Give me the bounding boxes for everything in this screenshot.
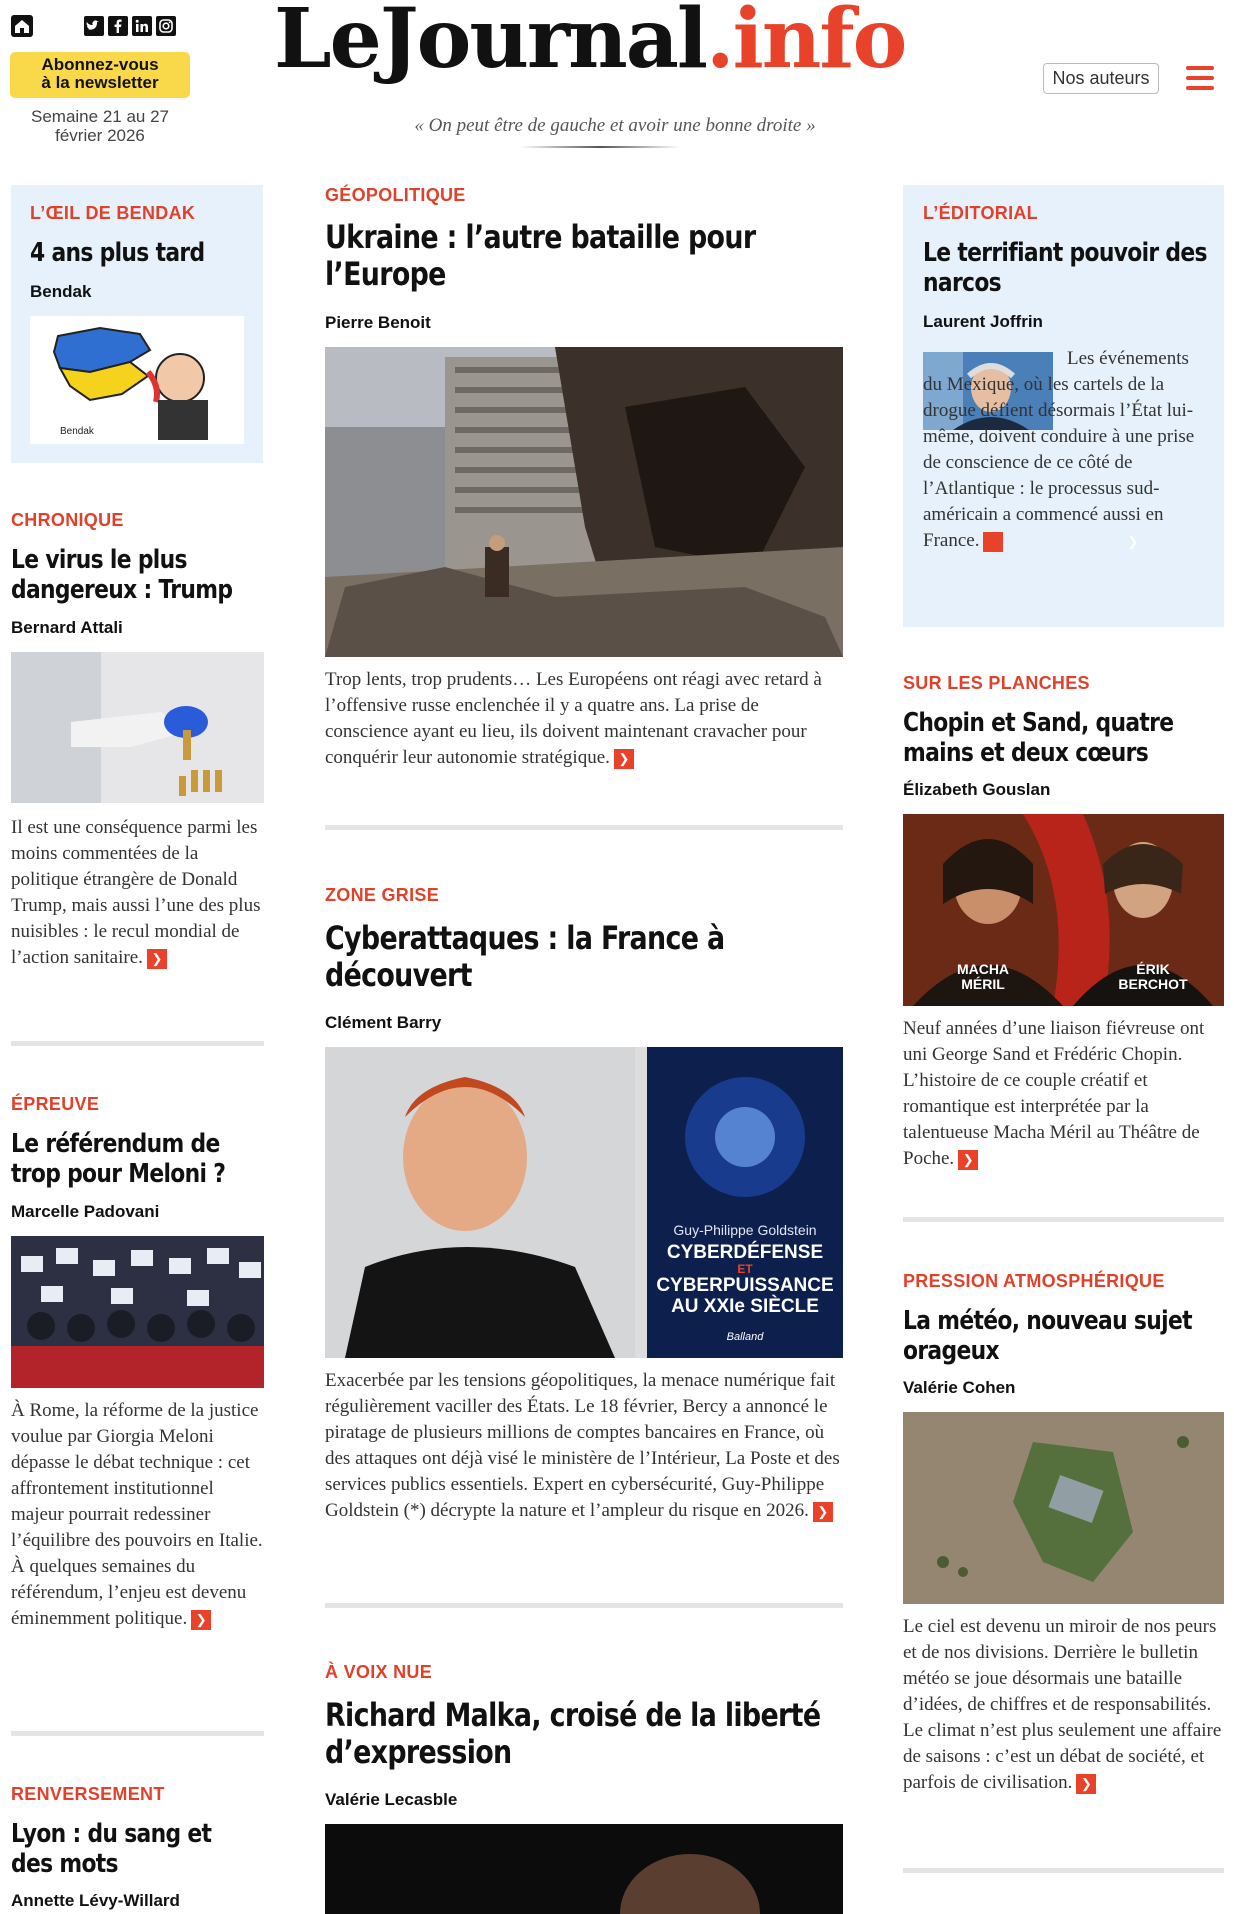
article-title[interactable]: Ukraine : l’autre bataille pour l’Europe [325,218,756,293]
svg-text:Bendak: Bendak [60,426,94,437]
book-title-4: AU XXIe SIÈCLE [671,1296,819,1317]
article-title[interactable]: Le virus le plus dangereux : Trump [11,545,233,605]
rubric-label[interactable]: À VOIX NUE [325,1662,433,1682]
rubric-label[interactable]: RENVERSEMENT [11,1784,165,1804]
poster-right-line1: ÉRIK [1136,961,1170,977]
article-image[interactable] [325,347,843,657]
arrow-right-icon[interactable]: ❯ [813,1502,833,1522]
rubric-label[interactable]: L’ÉDITORIAL [923,203,1038,223]
arrow-right-icon[interactable]: ❯ [147,949,167,969]
article-title[interactable]: Richard Malka, croisé de la liberté d’expression [325,1696,821,1771]
rubric-label[interactable]: SUR LES PLANCHES [903,673,1090,693]
poster-left-line2: MÉRIL [961,976,1005,992]
excerpt-text: Trop lents, trop prudents… Les Européens ont réagi avec retard à l’offensive russe enclenchée il y a quatre ans. La prise de conscience ayant eu lieu, ils doivent maintenant cravacher pour conquérir leur autonomie stratégique. [325,669,822,768]
article-author[interactable]: Laurent Joffrin [923,312,1043,331]
newsletter-button[interactable] [10,52,190,98]
separator [11,1041,264,1046]
article-title[interactable]: 4 ans plus tard [30,238,205,268]
separator [903,1217,1224,1222]
logo-text-suffix: .info [706,0,906,87]
excerpt-text: Neuf années d’une liaison fiévreuse ont uni George Sand et Frédéric Chopin. L’histoire de ce couple créatif et romantique est interprétée par la talentueuse Macha Méril au Théâtre de Poche. [903,1018,1205,1169]
week-line-2: février 2026 [55,126,145,145]
rubric-label[interactable]: ZONE GRISE [325,885,440,905]
arrow-right-icon[interactable]: ❯ [191,1610,211,1630]
rubric-label[interactable]: ÉPREUVE [11,1094,100,1114]
poster-right-line2: BERCHOT [1118,976,1188,992]
book-cover-text [647,1222,843,1343]
separator [325,1603,843,1608]
article-title[interactable]: Le terrifiant pouvoir des narcos [923,238,1207,298]
header-icons [10,14,180,43]
article-excerpt [923,346,1205,554]
poster-name-right [1103,962,1203,992]
rubric-label[interactable]: CHRONIQUE [11,510,124,530]
newsletter-label-1: Abonnez-vous [41,55,159,74]
article-excerpt [11,815,269,971]
article-image[interactable] [325,1047,843,1358]
book-title-1: CYBERDÉFENSE [666,1242,824,1263]
article-author[interactable]: Clément Barry [325,1013,442,1032]
arrow-right-icon[interactable]: ❯ [614,749,634,769]
article-excerpt [325,667,845,771]
excerpt-text: Exacerbée par les tensions géopolitiques, la menace numérique fait régulièrement vaciller des États. Le 18 février, Bercy a annoncé le piratage de plusieurs millions de comptes bancaires en France, où des attaques ont déjà visé le ministère de l’Intérieur, La Poste et des services publics essentiels. Expert en cybersécurité, Guy-Philippe Goldstein (*) décrypte la nature et l’ampleur du risque en 2026. [325,1370,840,1521]
site-logo[interactable] [274,0,906,87]
book-publisher: Balland [726,1331,764,1343]
article-author[interactable]: Valérie Lecasble [325,1790,458,1809]
separator [903,1868,1224,1873]
cartoon-image[interactable] [30,316,244,444]
excerpt-text: Il est une conséquence parmi les moins commentées de la politique étrangère de Donald Trump, mais aussi l’une des plus nuisibles : le recul mondial de l’action sanitaire. [11,817,261,968]
linkedin-icon[interactable] [132,16,152,41]
article-author[interactable]: Bendak [30,282,92,301]
authors-button[interactable]: Nos auteurs [1043,63,1159,94]
excerpt-text: Le ciel est devenu un miroir de nos peurs et de nos divisions. Derrière le bulletin météo se joue désormais une bataille d’idées, de chiffres et de responsabilités. Le climat n’est plus seulement une affaire de saisons : c’est un débat de société, et parfois de civilisation. [903,1616,1222,1793]
separator [325,825,843,830]
article-author[interactable]: Élizabeth Gouslan [903,780,1051,799]
book-author: Guy-Philippe Goldstein [673,1222,817,1238]
article-excerpt [903,1614,1228,1796]
article-image[interactable] [11,652,264,803]
article-author[interactable]: Bernard Attali [11,618,123,637]
article-author[interactable]: Annette Lévy-Willard [11,1891,180,1910]
menu-icon[interactable] [1186,66,1214,90]
article-author[interactable]: Pierre Benoit [325,313,431,332]
article-author[interactable]: Valérie Cohen [903,1378,1016,1397]
book-title-2: ET [737,1262,753,1276]
article-excerpt [903,1016,1228,1172]
book-title-3: CYBERPUISSANCE [656,1275,834,1296]
arrow-right-icon[interactable]: ❯ [983,532,1003,552]
excerpt-text: À Rome, la réforme de la justice voulue par Giorgia Meloni dépasse le débat technique : cet affrontement institutionnel majeur pourrait redessiner l’équilibre des pouvoirs en Italie. À quelques semaines du référendum, l’enjeu est devenu éminemment politique. [11,1400,263,1629]
poster-left-line1: MACHA [956,961,1010,977]
site-tagline: « On peut être de gauche et avoir une bonne droite » [414,115,816,136]
poster-name-left [933,962,1033,992]
article-title[interactable]: Chopin et Sand, quatre mains et deux cœurs [903,708,1174,768]
article-title[interactable]: Cyberattaques : la France à découvert [325,919,725,994]
excerpt-text: Les événements du Mexique, où les cartels de la drogue défient désormais l’État lui-même, doivent conduire à une prise de conscience de ce côté de l’Atlantique : le processus sud-américain a commencé aussi en France. [923,348,1195,551]
twitter-icon[interactable] [84,16,104,41]
arrow-right-icon[interactable]: ❯ [1076,1774,1096,1794]
tagline-divider [520,146,680,148]
article-title[interactable]: Le référendum de trop pour Meloni ? [11,1129,226,1189]
article-image[interactable] [11,1236,264,1388]
rubric-label[interactable]: GÉOPOLITIQUE [325,185,466,205]
home-icon[interactable] [10,14,34,43]
rubric-label[interactable]: L’ŒIL DE BENDAK [30,203,196,223]
article-excerpt [11,1398,269,1632]
week-label [10,107,190,145]
article-excerpt [325,1368,845,1524]
logo-text-main: LeJournal [274,0,707,87]
article-image[interactable] [903,1412,1224,1604]
facebook-icon[interactable] [108,16,128,41]
rubric-label[interactable]: PRESSION ATMOSPHÉRIQUE [903,1271,1165,1291]
separator [11,1731,264,1736]
article-image[interactable] [325,1824,843,1914]
article-title[interactable]: Lyon : du sang et des mots [11,1819,212,1879]
arrow-right-icon[interactable]: ❯ [958,1150,978,1170]
article-author[interactable]: Marcelle Padovani [11,1202,160,1221]
newsletter-label-2: à la newsletter [41,73,159,92]
article-image[interactable] [903,814,1224,1006]
article-title[interactable]: La météo, nouveau sujet orageux [903,1306,1192,1366]
week-line-1: Semaine 21 au 27 [31,107,169,126]
instagram-icon[interactable] [156,16,176,41]
